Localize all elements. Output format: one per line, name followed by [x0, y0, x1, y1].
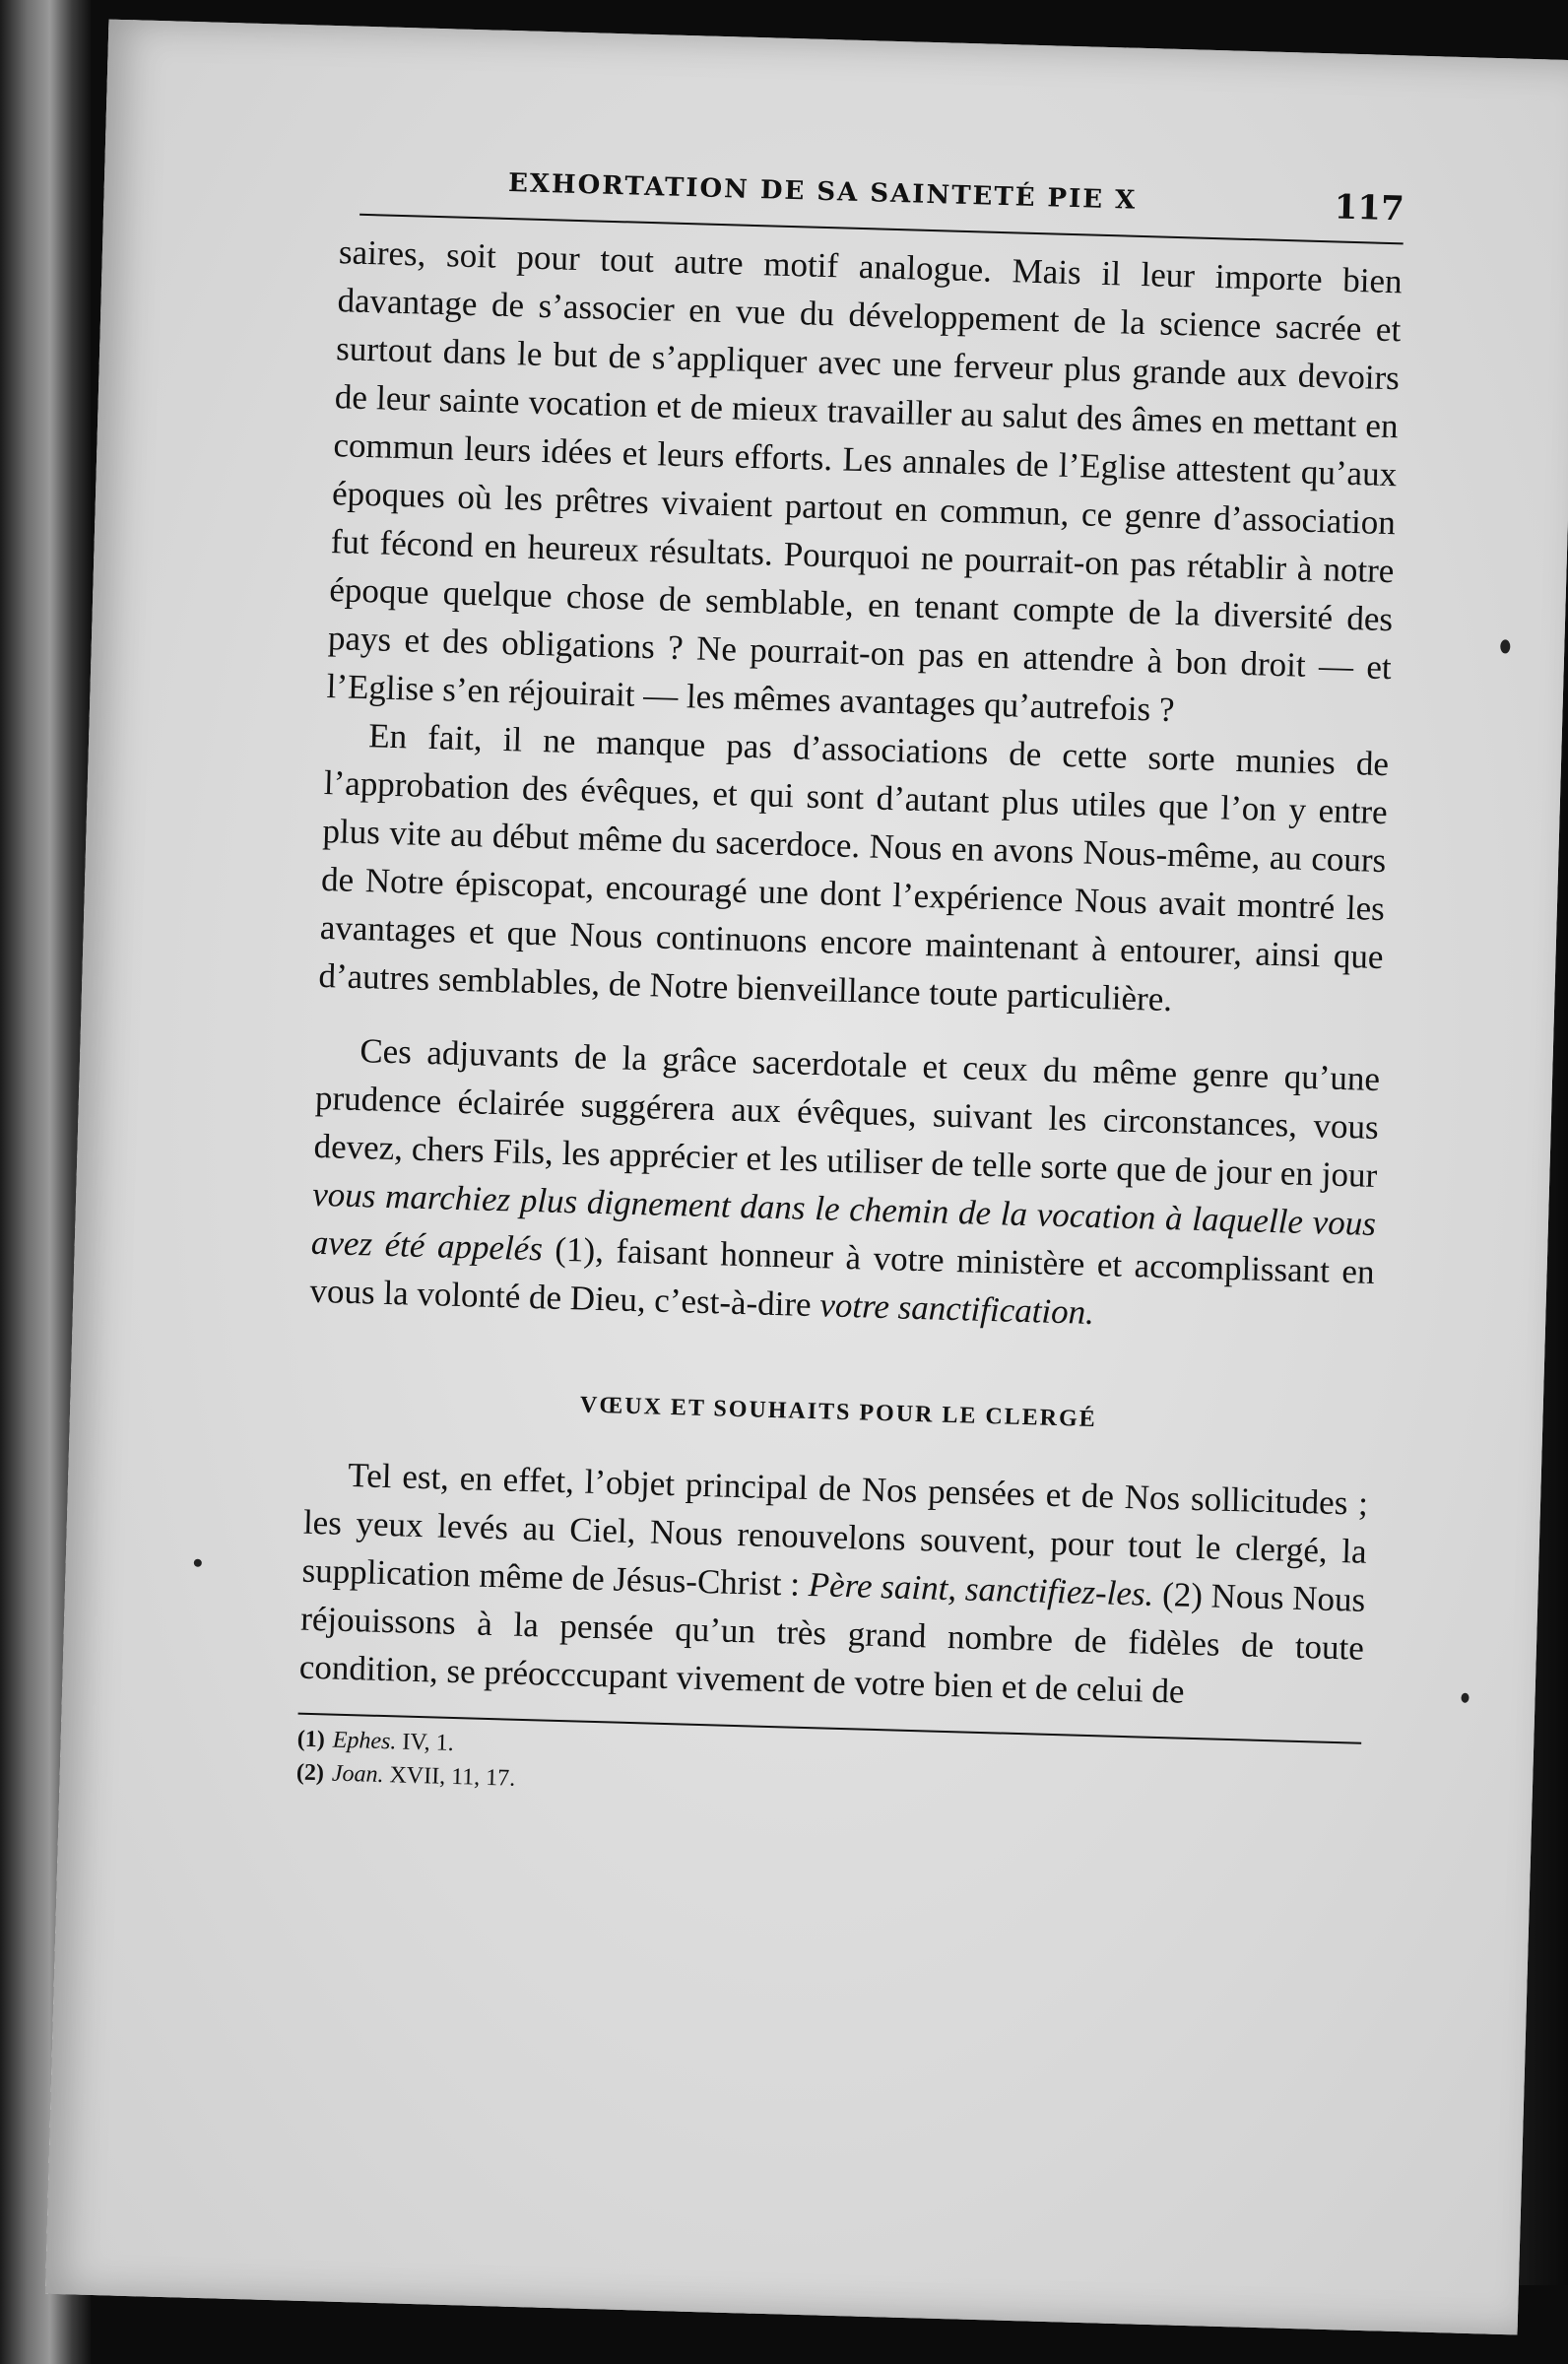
paragraph-3-italic-b: votre sanctification. [818, 1285, 1095, 1333]
paragraph-1: saires, soit pour tout autre motif analogue. Mais il leur importe bien davantage de s’associer en vue du développement de la science sacrée et surtout dans le but de s’appliquer avec une ferveur plus grande aux devoirs de leur sainte vocation et de mieux travailler au salut des âmes en mettant en commun leurs idées et leurs efforts. Les annales de l’Eglise attestent qu’aux époques où les prêtres vivaient partout en commun, ce genre d’association fut fécond en heureux résultats. Pourquoi ne pourrait-on pas rétablir à notre époque quelque chose de semblable, en tenant compte de la diversité des pays et des obligations ? Ne pourrait-on pas en attendre à bon droit — et l’Eglise s’en réjouirait — les mêmes avantages qu’autrefois ? [326, 232, 1404, 730]
ink-speck [194, 1559, 202, 1567]
paragraph-4-text-a: Tel est, en effet, l’objet principal de Nos pensées et de Nos sollicitudes ; les yeux levés au Ciel, Nous renouvelons souvent, pour tout le clergé, la supplication même de Jésus-Christ : [301, 1455, 1369, 1605]
paragraph-2: En fait, il ne manque pas d’associations de cette sorte munies de l’approbation des évêques, et qui sont d’autant plus utiles que l’on y entre plus vite au début même du sacerdoce. Nous en avons Nous-même, au cours de Notre épiscopat, encouragé une dont l’expérience Nous avait montré les avantages et que Nous continuons encore maintenant à entourer, ainsi que d’autres semblables, de Notre bienveillance toute particulière. [317, 716, 1390, 1019]
paragraph-3-text-b: (1), faisant honneur à votre ministère et accomplissant en vous la volonté de Dieu, c’est-à-dire [309, 1229, 1376, 1325]
paragraph-3-text-a: Ces adjuvants de la grâce sacerdotale et ceux du même genre qu’une prudence éclairée suggérera aux évêques, suivant les circonstances, vous devez, chers Fils, les apprécier et les utiliser de telle sorte que de jour en jour [313, 1031, 1381, 1195]
footnote-2-location: XVII, 11, 17. [389, 1762, 516, 1792]
footnote-2-reference: Joan. [331, 1760, 384, 1789]
footnote-1-location: IV, 1. [402, 1729, 455, 1757]
body-text [295, 228, 1403, 1819]
book-page [45, 20, 1568, 2335]
running-title: EXHORTATION DE SA SAINTETÉ PIE X [507, 167, 1138, 216]
ink-speck [1500, 639, 1510, 653]
paragraph-3-italic-a: vous marchiez plus dignement dans le chemin de la vocation à laquelle vous avez été appelés [310, 1174, 1377, 1269]
footnote-1-number: (1) [296, 1726, 326, 1753]
footnote-1-reference: Ephes. [332, 1727, 397, 1755]
paragraph-4-text-b: (2) Nous Nous réjouissons à la pensée qu’un très grand nombre de fidèles de toute condition, se préocccupant vivement de votre bien et de celui de [298, 1574, 1366, 1711]
section-heading: VŒUX ET SOUHAITS POUR LE CLERGÉ [579, 1392, 1098, 1433]
page-number: 117 [1334, 187, 1405, 230]
footnote-2-number: (2) [295, 1759, 325, 1787]
paragraph-3 [309, 1025, 1381, 1345]
paragraph-4 [298, 1450, 1368, 1721]
ink-speck [1461, 1693, 1469, 1703]
paragraph-4-italic-a: Père saint, sanctifiez-les. [808, 1565, 1154, 1613]
